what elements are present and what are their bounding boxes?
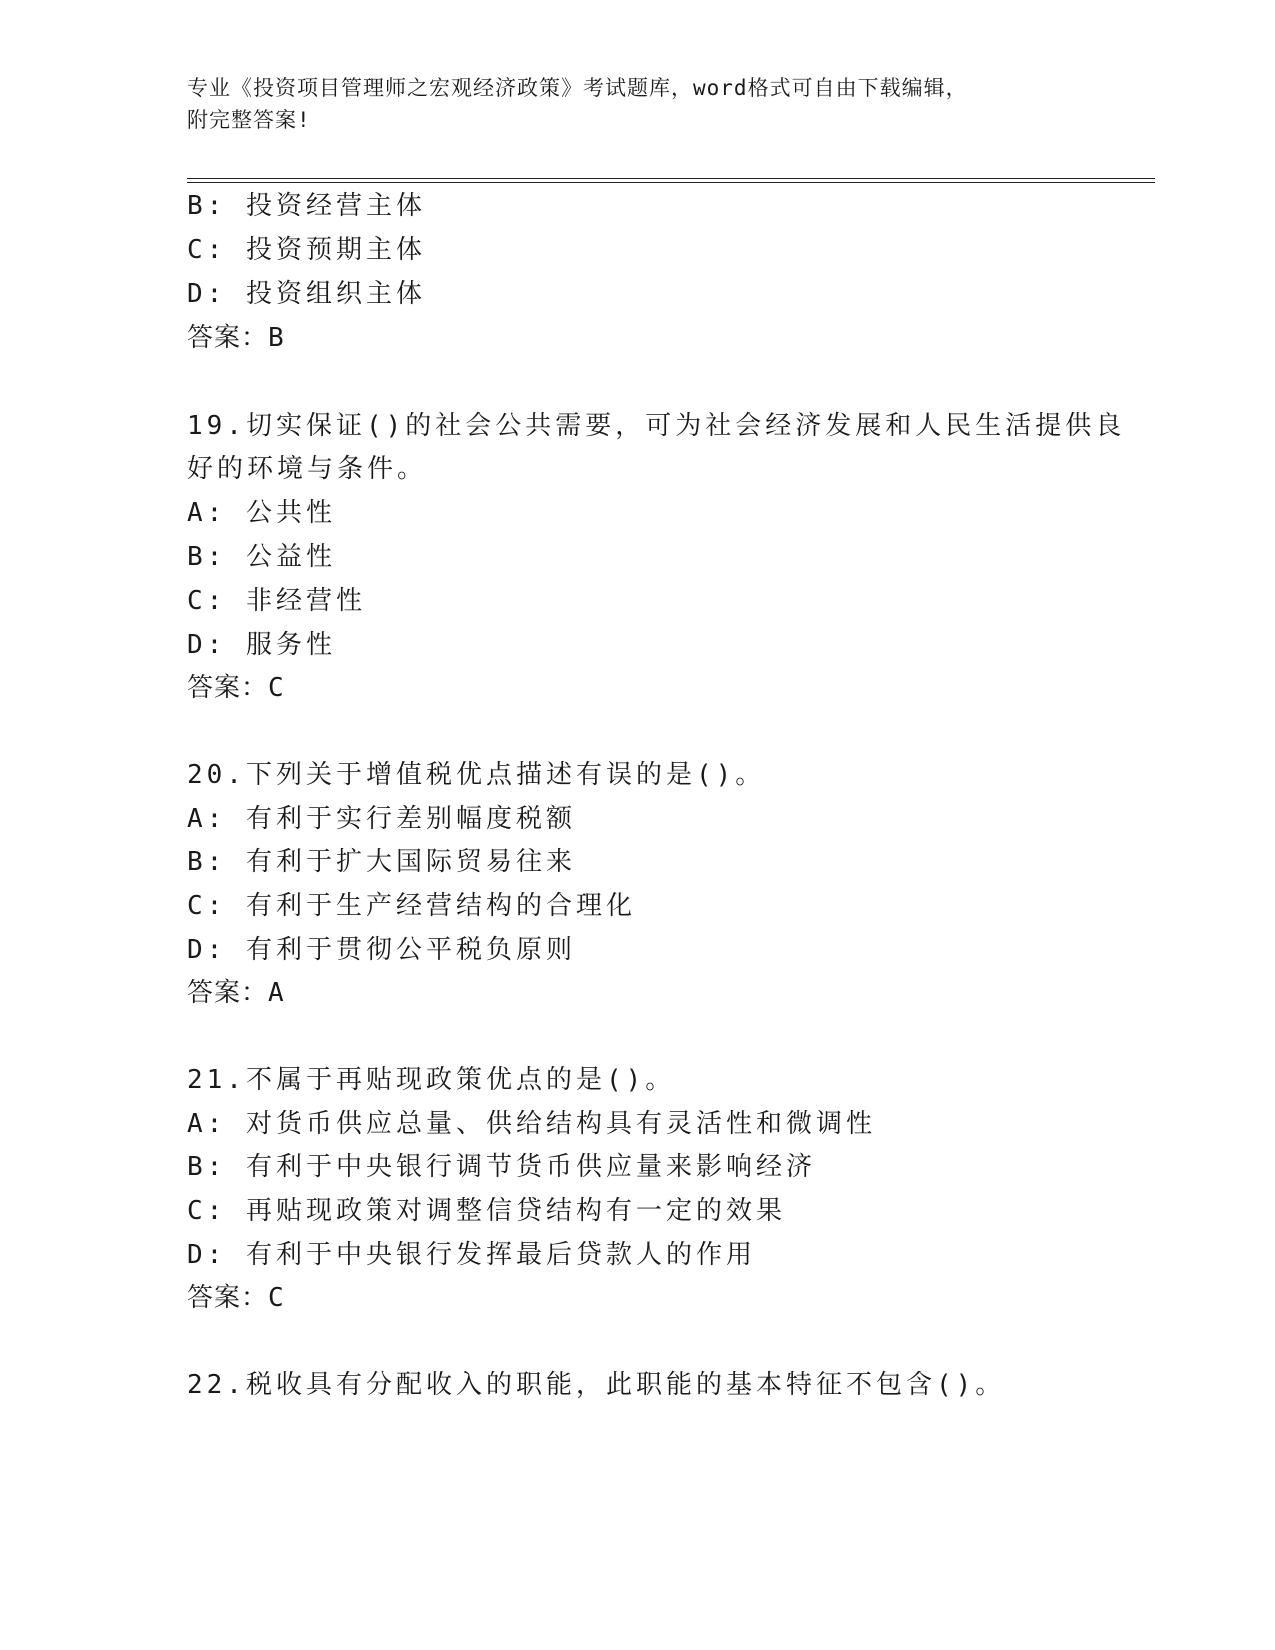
header-divider [187,178,1155,184]
answer-value: C [268,1283,285,1313]
answer-value: C [268,673,285,703]
divider-line-bottom [187,182,1155,183]
document-header [187,72,1087,136]
q21-stem: 21.不属于再贴现政策优点的是()。 [187,1065,676,1095]
q20-option-c: C: 有利于生产经营结构的合理化 [187,891,636,921]
q19-answer [187,672,285,704]
q20-answer [187,977,285,1009]
q18-option-d: D: 投资组织主体 [187,279,426,309]
q21-option-c: C: 再贴现政策对调整信贷结构有一定的效果 [187,1196,786,1226]
q19-option-b: B: 公益性 [187,542,336,572]
q18-option-b: B: 投资经营主体 [187,191,426,221]
answer-value: A [268,978,285,1008]
answer-label: 答案： [187,1283,269,1313]
q19-option-d: D: 服务性 [187,630,336,660]
q19-stem-line-1: 19.切实保证()的社会公共需要，可为社会经济发展和人民生活提供良 [187,411,1126,441]
q18-option-c: C: 投资预期主体 [187,235,426,265]
q22-stem: 22.税收具有分配收入的职能，此职能的基本特征不包含()。 [187,1370,1006,1400]
divider-line-top [187,178,1155,179]
answer-label: 答案： [187,323,269,353]
header-line-1: 专业《投资项目管理师之宏观经济政策》考试题库，word格式可自由下载编辑， [187,76,968,100]
q20-option-d: D: 有利于贯彻公平税负原则 [187,935,576,965]
answer-value: B [268,323,285,353]
q19-option-c: C: 非经营性 [187,586,366,616]
q19-stem-line-2: 好的环境与条件。 [187,454,428,484]
q20-option-b: B: 有利于扩大国际贸易往来 [187,847,576,877]
q19-option-a: A: 公共性 [187,498,336,528]
q21-answer [187,1282,285,1314]
answer-label: 答案： [187,673,269,703]
q20-option-a: A: 有利于实行差别幅度税额 [187,804,576,834]
header-line-2: 附完整答案! [187,108,311,132]
q21-option-a: A: 对货币供应总量、供给结构具有灵活性和微调性 [187,1109,876,1139]
answer-label: 答案： [187,978,269,1008]
q18-answer [187,322,285,354]
q20-stem: 20.下列关于增值税优点描述有误的是()。 [187,760,766,790]
q21-option-d: D: 有利于中央银行发挥最后贷款人的作用 [187,1240,756,1270]
q21-option-b: B: 有利于中央银行调节货币供应量来影响经济 [187,1152,816,1182]
